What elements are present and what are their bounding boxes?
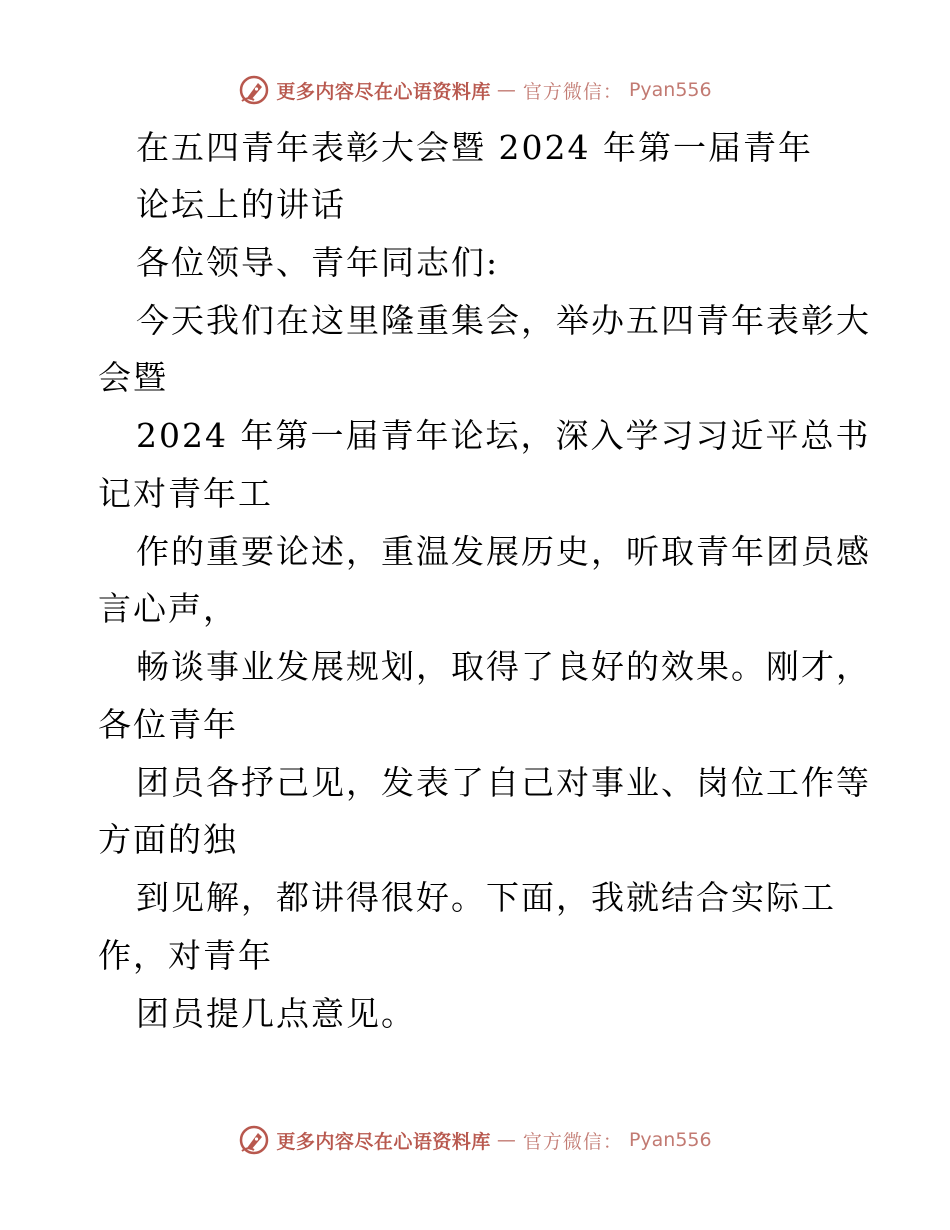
watermark-text: 更多内容尽在心语资料库 (276, 1130, 491, 1153)
header-watermark (0, 72, 950, 108)
doc-title-line-2: 论坛上的讲话 (136, 185, 346, 224)
paragraph-line: 到见解，都讲得很好。下面，我就结合实际工 (136, 878, 836, 917)
paragraph-line: 方面的独 (98, 820, 238, 859)
watermark-wechat-id: Pyan556 (628, 79, 712, 101)
paragraph-line: 作的重要论述，重温发展历史，听取青年团员感 (136, 532, 871, 571)
footer-watermark (0, 1122, 950, 1158)
doc-title-line-1: 在五四青年表彰大会暨 2024 年第一届青年 (136, 128, 813, 167)
paragraph-line: 团员各抒己见，发表了自己对事业、岗位工作等 (136, 763, 871, 802)
pen-nib-logo-icon (238, 74, 270, 106)
paragraph-line: 团员提几点意见。 (136, 994, 416, 1033)
paragraph-line: 记对青年工 (98, 474, 273, 513)
watermark-wechat-id: Pyan556 (628, 1129, 712, 1151)
watermark-dash: — (496, 1129, 517, 1151)
watermark-dash: — (496, 79, 517, 101)
paragraph-line: 2024 年第一届青年论坛，深入学习习近平总书 (136, 416, 871, 455)
paragraph-line: 今天我们在这里隆重集会，举办五四青年表彰大 (136, 301, 871, 340)
paragraph-line: 作，对青年 (98, 936, 273, 975)
doc-salutation: 各位领导、青年同志们: (136, 243, 500, 282)
paragraph-line: 畅谈事业发展规划，取得了良好的效果。刚才， (136, 647, 871, 686)
watermark-wechat-label: 官方微信： (522, 80, 623, 103)
watermark-text: 更多内容尽在心语资料库 (276, 80, 491, 103)
paragraph-line: 会暨 (98, 358, 168, 397)
watermark-wechat-label: 官方微信： (522, 1130, 623, 1153)
paragraph-line: 言心声， (98, 589, 238, 628)
pen-nib-logo-icon (238, 1124, 270, 1156)
paragraph-line: 各位青年 (98, 705, 238, 744)
